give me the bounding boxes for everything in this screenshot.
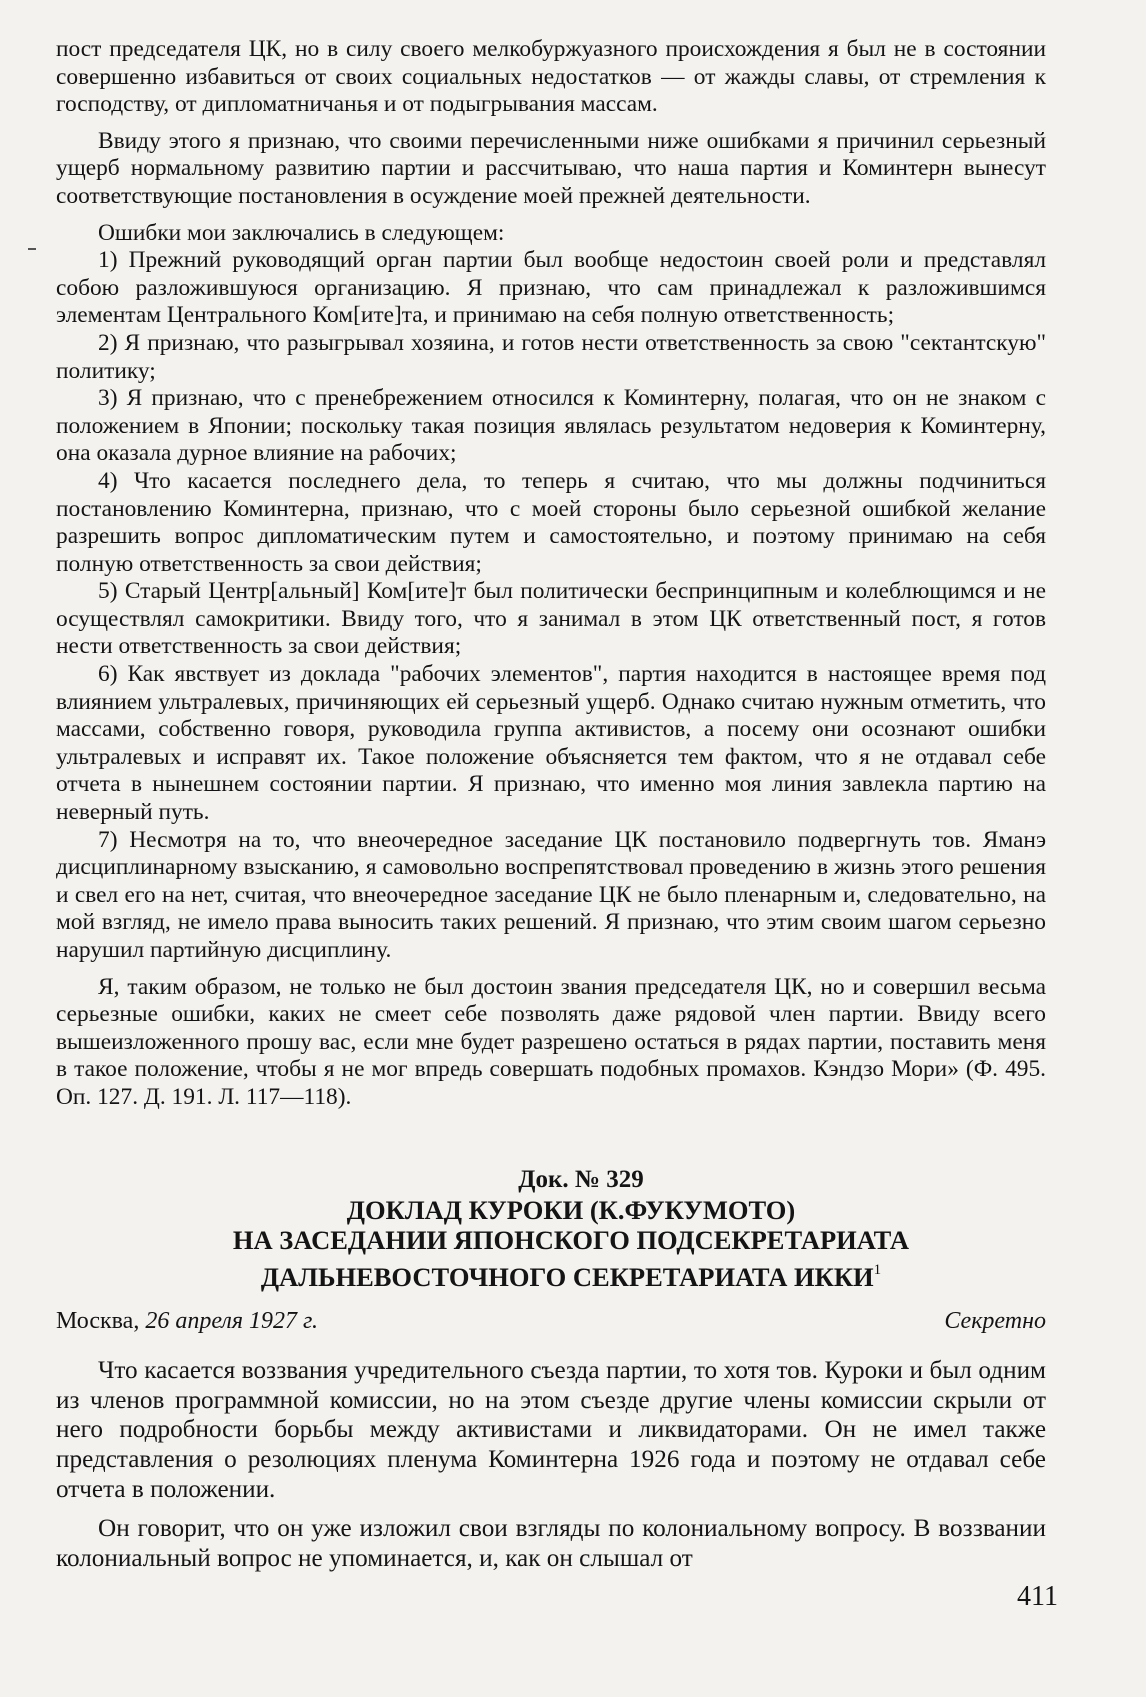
scan-mark (28, 248, 36, 250)
report-paragraph-2: Он говорит, что он уже изложил свои взгляды по колониальному вопросу. В воззвании колониальный вопрос не упоминается, и, как он слышал от (56, 1514, 1046, 1572)
paragraph-conclusion: Я, таким образом, не только не был достоин звания председателя ЦК, но и совершил весьма серьезные ошибки, каких не смеет себе позволять даже рядовой член партии. Ввиду всего вышеизложенного прошу вас, если мне будет разрешено остаться в рядах партии, поставить меня в такое положение, чтобы я не мог впредь совершать подобных промахов. Кэндзо Мори» (Ф. 495. Оп. 127. Д. 191. Л. 117—118). (56, 973, 1046, 1110)
place-date (56, 1308, 318, 1336)
footnote-mark: 1 (873, 1262, 882, 1279)
report-body (56, 1356, 1046, 1574)
list-item-error-6: 6) Как явствует из доклада "рабочих элементов", партия находится в настоящее время под влиянием ультралевых, причиняющих ей серьезный ущерб. Однако считаю нужным отметить, что массами, собственно говоря, руководила группа активистов, а посему они осознают ошибки ультралевых и исправят их. Такое положение объясняется тем фактом, что я не отдавал себе отчета в нынешнем состоянии партии. Я признаю, что именно моя линия завлекла партию на неверный путь. (56, 661, 1046, 826)
title-line-3 (96, 1255, 1046, 1292)
title-line-2: НА ЗАСЕДАНИИ ЯПОНСКОГО ПОДСЕКРЕТАРИАТА (232, 1225, 910, 1256)
report-paragraph-1: Что касается воззвания учредительного съезда партии, то хотя тов. Куроки и был одним из членов программной комиссии, но на этом съезде другие члены комиссии скрыли от него подробности борьбы между активистами и ликвидаторами. Он не имел также представления о резолюциях пленума Коминтерна 1926 года и поэтому не отдавал себе отчета в положении. (56, 1356, 1046, 1503)
title-line-1: ДОКЛАД КУРОКИ (К.ФУКУМОТО) (346, 1195, 796, 1226)
date: 26 апреля 1927 г. (145, 1308, 319, 1335)
list-item-error-7: 7) Несмотря на то, что внеочередное заседание ЦК постановило подвергнуть тов. Яманэ дисциплинарному взысканию, я самовольно воспрепятствовал проведению в жизнь этого решения и свел его на нет, считая, что внеочередное заседание ЦК не было пленарным и, следовательно, на мой взгляд, не имело права выносить таких решений. Я признаю, что этим своим шагом серьезно нарушил партийную дисциплину. (56, 826, 1046, 963)
classification-label: Секретно (944, 1308, 1046, 1335)
dateline (56, 1308, 1046, 1336)
list-item-error-2: 2) Я признаю, что разыгрывал хозяина, и готов нести ответственность за свою "сектантскую" политику; (56, 329, 1046, 384)
list-item-error-4: 4) Что касается последнего дела, то теперь я считаю, что мы должны подчиниться постановлению Коминтерна, признаю, что с моей стороны было серьезной ошибкой желание разрешить вопрос дипломатическим путем и самостоятельно, и поэтому принимаю на себя полную ответственность за свои действия; (56, 467, 1046, 577)
paragraph-errors-intro: Ошибки мои заключались в следующем: (98, 219, 505, 246)
title-line-3-text: ДАЛЬНЕВОСТОЧНОГО СЕКРЕТАРИАТА ИККИ (260, 1262, 874, 1293)
list-item-error-5: 5) Старый Центр[альный] Ком[ите]т был политически беспринципным и колеблющимся и не осуществлял самокритики. Ввиду того, что я занимал в этом ЦК ответственный пост, я готов нести ответственность за свои действия; (56, 578, 1046, 660)
place: Москва, (56, 1308, 140, 1335)
paragraph-continuation: пост председателя ЦК, но в силу своего мелкобуржуазного происхождения я был не в состоянии совершенно избавиться от своих социальных недостатков — от жажды славы, от стремления к господству, от дипломатничанья и от подыгрывания массам. (56, 36, 1046, 118)
paragraph-admission: Ввиду этого я признаю, что своими перечисленными ниже ошибками я причинил серьезный ущерб нормальному развитию партии и рассчитываю, что наша партия и Коминтерн вынесут соответствующие постановления в осуждение моей прежней деятельности. (56, 127, 1046, 209)
list-item-error-3: 3) Я признаю, что с пренебрежением относился к Коминтерну, полагая, что он не знаком с положением в Японии; поскольку такая позиция являлась результатом недоверия к Коминтерну, она оказала дурное влияние на рабочих; (56, 385, 1046, 467)
document-number: Док. № 329 (518, 1165, 644, 1193)
document-title (56, 1195, 1046, 1292)
text-column (56, 36, 1046, 1573)
list-item-error-1: 1) Прежний руководящий орган партии был вообще недостоин своей роли и представлял собою разложившуюся организацию. Я признаю, что сам принадлежал к разложившимся элементам Центрального Ком[ите]та, и принимаю на себя полную ответственность; (56, 247, 1046, 329)
page-number: 411 (1017, 1581, 1058, 1612)
